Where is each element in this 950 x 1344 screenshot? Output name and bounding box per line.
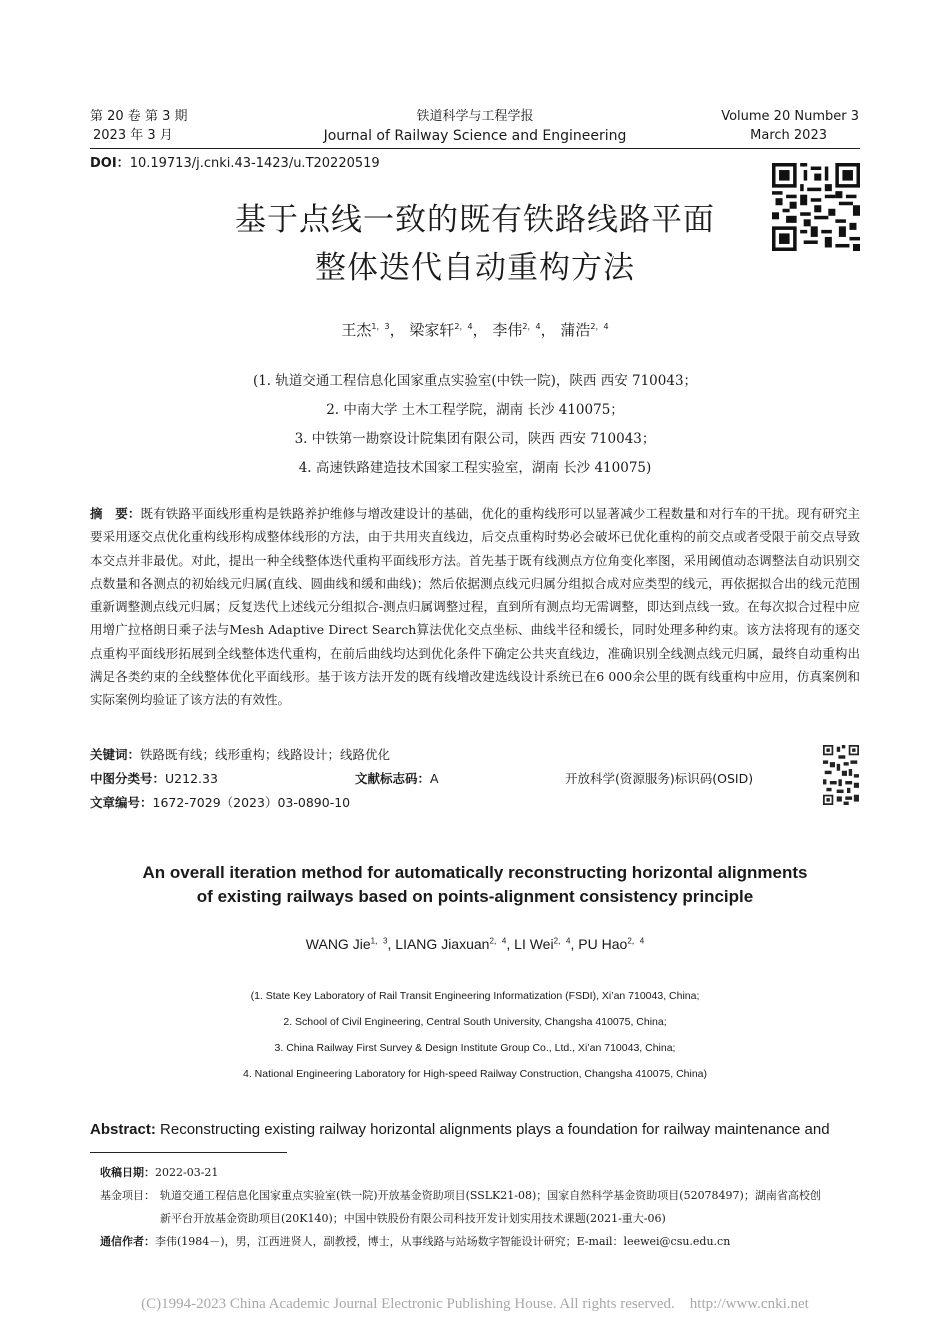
affiliation-cn-4: 4. 高速铁路建造技术国家工程实验室，湖南 长沙 410075) (298, 460, 652, 476)
abstract-en-label: Abstract: (90, 1121, 156, 1138)
authors-cn (90, 319, 860, 340)
document-code: 文献标志码：A (355, 771, 439, 786)
abstract-cn-text: 既有铁路平面线形重构是铁路养护维修与增改建设计的基础，优化的重构线形可以显著减少工程数量和对行车的干扰。现有研究主要采用逐交点优化重构线形构成整体线形的方法，由于共用夹直线边，后交点重构时势必会破坏已优化重构的前交点或者受限于前交点导致本交点并非最优。对此，提出一种全线整体迭代重构平面线形方法。首先基于既有线测点方位角变化率图，采用阈值动态调整法自动识别交点数量和各测点的初始线元归属(直线、圆曲线和缓和曲线)；然后依据测点线元归属分组拟合成对应类型的线元，再依据拟合出的线元范围重新调整测点线元归属；反复迭代上述线元分组拟合-测点归属调整过程，直到所有测点均无需调整，即达到点线一致。在每次拟合过程中应用增广拉格朗日乘子法与Mesh Adaptive Direct Search算法优化交点坐标、曲线半径和缓长，同时处理多种约束。该方法将现有的逐交点重构平面线形拓展到全线整体迭代重构，在前后曲线均达到优化条件下确定公共夹直线边，准确识别全线测点线元归属，最终自动重构出满足各类约束的全线整体优化平面线形。基于该方法开发的既有线增改建选线设计系统已在6 000余公里的既有线重构中应用，仿真案例和实际案例均验证了该方法的有效性。 (90, 506, 860, 708)
fund-label: 基金项目： (100, 1189, 155, 1202)
author-en-2: LIANG Jiaxuan$^{2,4}$, (395, 935, 515, 952)
author-en-4: PU Hao$^{2,4}$ (578, 935, 645, 952)
title-cn-line2: 整体迭代自动重构方法 (315, 250, 635, 286)
title-en-line2: of existing railways based on points-alignment consistency principle (196, 887, 754, 906)
affiliation-en-1: (1. State Key Laboratory of Rail Transit Engineering Informatization (FSDI), Xi’an 710043, China; (250, 990, 700, 1002)
author-cn-1: 王杰$^{1,3}$， (341, 321, 405, 339)
affiliation-cn-2: 2. 中南大学 土木工程学院，湖南 长沙 410075； (326, 402, 624, 418)
affiliation-en-2: 2. School of Civil Engineering, Central South University, Changsha 410075, China; (283, 1016, 667, 1028)
osid-label: 开放科学(资源服务)标识码(OSID) (565, 771, 754, 786)
article-number: 文章编号：1672-7029（2023）03-0890-10 (90, 795, 351, 810)
author-cn-3: 李伟$^{2,4}$， (492, 321, 556, 339)
author-en-3: LI Wei$^{2,4}$, (514, 935, 579, 952)
doi-value[interactable]: 10.19713/j.cnki.43-1423/u.T20220519 (129, 156, 380, 171)
abstract-en (90, 1121, 860, 1138)
affiliation-cn-3: 3. 中铁第一勘察设计院集团有限公司，陕西 西安 710043； (294, 431, 656, 447)
footnote-rule (90, 1152, 287, 1153)
paper-title-en (90, 861, 860, 909)
volume-issue-en: Volume 20 Number 3 (721, 109, 859, 124)
abstract-en-text: Reconstructing existing railway horizontal alignments plays a foundation for railway maintenance and (160, 1121, 830, 1138)
osid-qr-code-icon (823, 745, 859, 805)
title-cn-line1: 基于点线一致的既有铁路线路平面 (235, 202, 715, 238)
affiliation-en-3: 3. China Railway First Survey & Design Institute Group Co., Ltd., Xi’an 710043, China; (274, 1042, 676, 1054)
author-en-1: WANG Jie$^{1,3}$, (305, 935, 396, 952)
header-rule (90, 148, 860, 149)
copyright-notice: (C)1994-2023 China Academic Journal Electronic Publishing House. All rights reserved. http://www.cnki.net (141, 1296, 809, 1312)
journal-title-cn: 铁道科学与工程学报 (416, 109, 534, 124)
fund-line-2: 新平台开放基金资助项目(20K140)；中国中铁股份有限公司科技开发计划实用技术课题(2021-重大-06) (160, 1212, 666, 1225)
fund-line-1: 轨道交通工程信息化国家重点实验室(铁一院)开放基金资助项目(SSLK21-08)；国家自然科学基金资助项目(52078497)；湖南省高校创 (160, 1189, 821, 1202)
keywords-label: 关键词： (90, 747, 141, 762)
doi-label: DOI： (90, 156, 130, 171)
keywords-text: 铁路既有线；线形重构；线路设计；线路优化 (140, 747, 391, 762)
corresponding-author: 通信作者：李伟(1984－)，男，江西进贤人，副教授，博士，从事线路与站场数字智能设计研究；E-mail：leewei@csu.edu.cn (100, 1235, 731, 1248)
journal-title-en: Journal of Railway Science and Engineering (323, 128, 627, 144)
authors-en (90, 935, 860, 952)
doi (90, 152, 380, 171)
title-en-line1: An overall iteration method for automatically reconstructing horizontal alignments (142, 863, 808, 882)
affiliations-cn (90, 367, 860, 483)
affiliation-cn-1: (1. 轨道交通工程信息化国家重点实验室(中铁一院)，陕西 西安 710043； (252, 373, 698, 389)
abstract-cn (90, 502, 860, 712)
author-cn-4: 蒲浩$^{2,4}$ (560, 321, 609, 339)
keywords (90, 745, 390, 763)
paper-title-cn (90, 196, 860, 292)
received-date: 收稿日期：2022-03-21 (100, 1166, 219, 1179)
author-cn-2: 梁家轩$^{2,4}$， (409, 321, 488, 339)
affiliation-en-4: 4. National Engineering Laboratory for High-speed Railway Construction, Changsha 410075, China) (242, 1068, 708, 1080)
date-en: March 2023 (750, 128, 827, 143)
clc-number: 中图分类号：U212.33 (90, 771, 218, 786)
date-cn: 2023 年 3 月 (93, 128, 173, 143)
volume-issue-cn: 第 20 卷 第 3 期 (90, 109, 188, 124)
abstract-cn-label: 摘 要： (90, 506, 141, 521)
